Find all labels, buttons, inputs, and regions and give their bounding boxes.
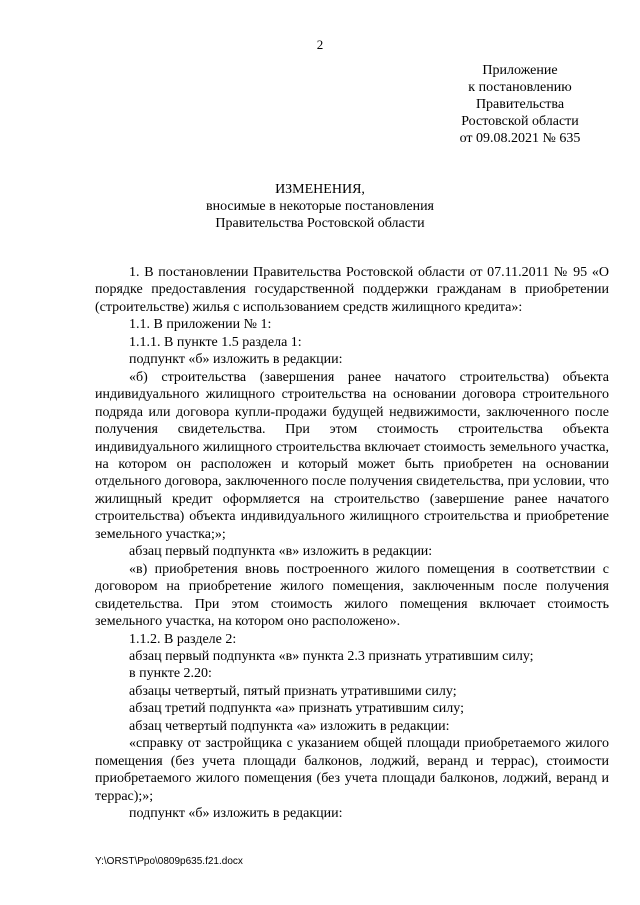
paragraph: подпункт «б» изложить в редакции:: [129, 806, 343, 822]
paragraph: абзац первый подпункта «в» изложить в редакции:: [129, 544, 433, 560]
paragraph: в пункте 2.20:: [129, 666, 212, 682]
paragraph: абзац первый подпункта «в» пункта 2.3 признать утратившим силу;: [129, 648, 534, 664]
paragraph: абзацы четвертый, пятый признать утратившими силу;: [129, 683, 457, 699]
title-line: вносимые в некоторые постановления: [205, 199, 434, 214]
appendix-line: от 09.08.2021 № 635: [459, 131, 581, 146]
page-number: 2: [316, 37, 324, 52]
paragraph: «в) приобретения вновь построенного жилого помещения в соответствии с договором на приобретение жилого помещения, заключенным после получения свидетельства. При этом стоимость жилого помещения включает стоимость земельного участка, на котором оно расположено».: [95, 561, 609, 630]
title-heading: ИЗМЕНЕНИЯ,: [275, 182, 365, 197]
appendix-line: Приложение: [482, 63, 558, 78]
paragraph: 1.1. В приложении № 1:: [129, 317, 272, 333]
file-path-footer: Y:\ORST\Ppo\0809p635.f21.docx: [95, 856, 243, 867]
paragraph: 1.1.1. В пункте 1.5 раздела 1:: [129, 334, 302, 350]
paragraph: 1.1.2. В разделе 2:: [129, 631, 237, 647]
paragraph: абзац третий подпункта «а» признать утратившим силу;: [129, 701, 464, 717]
document-title: [0, 181, 640, 232]
appendix-line: Ростовской области: [461, 114, 579, 129]
paragraph: подпункт «б» изложить в редакции:: [129, 352, 343, 368]
document-body: [95, 264, 609, 823]
paragraph: 1. В постановлении Правительства Ростовской области от 07.11.2011 № 95 «О порядке предоставления государственной поддержки гражданам в приобретении (строительстве) жилья с использованием средств жилищного кредита»:: [95, 265, 609, 315]
appendix-line: Правительства: [475, 97, 565, 112]
paragraph: «справку от застройщика с указанием общей площади приобретаемого жилого помещения (без учета площади балконов, лоджий, веранд и террас), стоимости приобретаемого жилого помещения (без учета площади балконов, лоджий, веранд и террас);»;: [95, 736, 609, 804]
paragraph: абзац четвертый подпункта «а» изложить в редакции:: [129, 718, 450, 734]
paragraph: «б) строительства (завершения ранее начатого строительства) объекта индивидуального жилищного строительства на основании договора строительного подряда или договора купли-продажи будущей недвижимости, заключенного после получения свидетельства. При этом стоимость строительства объекта индивидуального жилищного строительства включает стоимость земельного участка, на котором он расположен и который может быть приобретен на основании отдельного договора, заключенного после получения свидетельства, при условии, что жилищный кредит оформляется на строительство (завершение ранее начатого строительства) объекта индивидуального жилищного строительства и приобретение земельного участка;»;: [95, 369, 609, 542]
appendix-line: к постановлению: [468, 80, 572, 95]
appendix-block: [440, 62, 600, 147]
title-line: Правительства Ростовской области: [215, 216, 425, 231]
